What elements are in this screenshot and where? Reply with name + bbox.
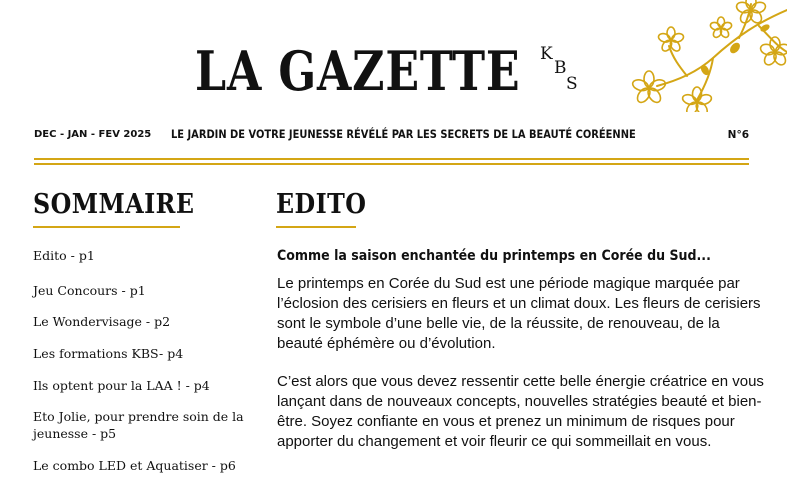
edito-paragraph: Le printemps en Corée du Sud est une période magique marquée par l’éclosion des cerisiers en fleurs et un climat doux. Les fleurs de cerisiers sont le symbole d’une belle vie, de la réussite, de renouveau, de la beauté éphémère ou d’évolution.: [277, 275, 761, 352]
issue-date: DEC - JAN - FEV 2025: [34, 129, 152, 140]
sommaire-title: SOMMAIRE: [33, 189, 195, 220]
sommaire-underline: [33, 226, 180, 228]
cherry-blossom-icon: [609, 0, 787, 112]
issue-number: N°6: [727, 129, 749, 141]
logo-letter-s: S: [566, 74, 578, 94]
edito-title: EDITO: [276, 189, 367, 220]
divider-rule: [34, 158, 749, 160]
logo-letter-b: B: [554, 58, 567, 78]
toc-item-eto-jolie[interactable]: Eto Jolie, pour prendre soin de la jeunesse - p5: [33, 409, 244, 441]
edito-underline: [276, 226, 356, 228]
toc-item-wondervisage[interactable]: Le Wondervisage - p2: [33, 314, 171, 329]
toc-item-formations[interactable]: Les formations KBS- p4: [33, 346, 184, 361]
divider-rule: [34, 163, 749, 165]
toc-item-edito[interactable]: Edito - p1: [33, 248, 95, 263]
masthead-title: LA GAZETTE: [195, 39, 521, 103]
info-bar: [34, 126, 749, 146]
logo-letter-k: K: [540, 44, 553, 64]
edito-heading: Comme la saison enchantée du printemps en Corée du Sud...: [277, 248, 711, 264]
toc-item-laa[interactable]: Ils optent pour la LAA ! - p4: [33, 378, 210, 393]
toc-item-combo-led[interactable]: Le combo LED et Aquatiser - p6: [33, 458, 236, 473]
edito-paragraph: C’est alors que vous devez ressentir cette belle énergie créatrice en vous lançant dans de nouveaux concepts, nouvelles stratégies beauté et bien-être. Soyez confiante en vous et prenez un minimum de risques pour apporter du changement et voir fleurir ce qui sommeillait en vous.: [277, 373, 764, 450]
kbs-logo: [540, 46, 580, 98]
tagline: LE JARDIN DE VOTRE JEUNESSE RÉVÉLÉ PAR LES SECRETS DE LA BEAUTÉ CORÉENNE: [171, 127, 636, 141]
toc-item-jeu-concours[interactable]: Jeu Concours - p1: [33, 283, 146, 298]
